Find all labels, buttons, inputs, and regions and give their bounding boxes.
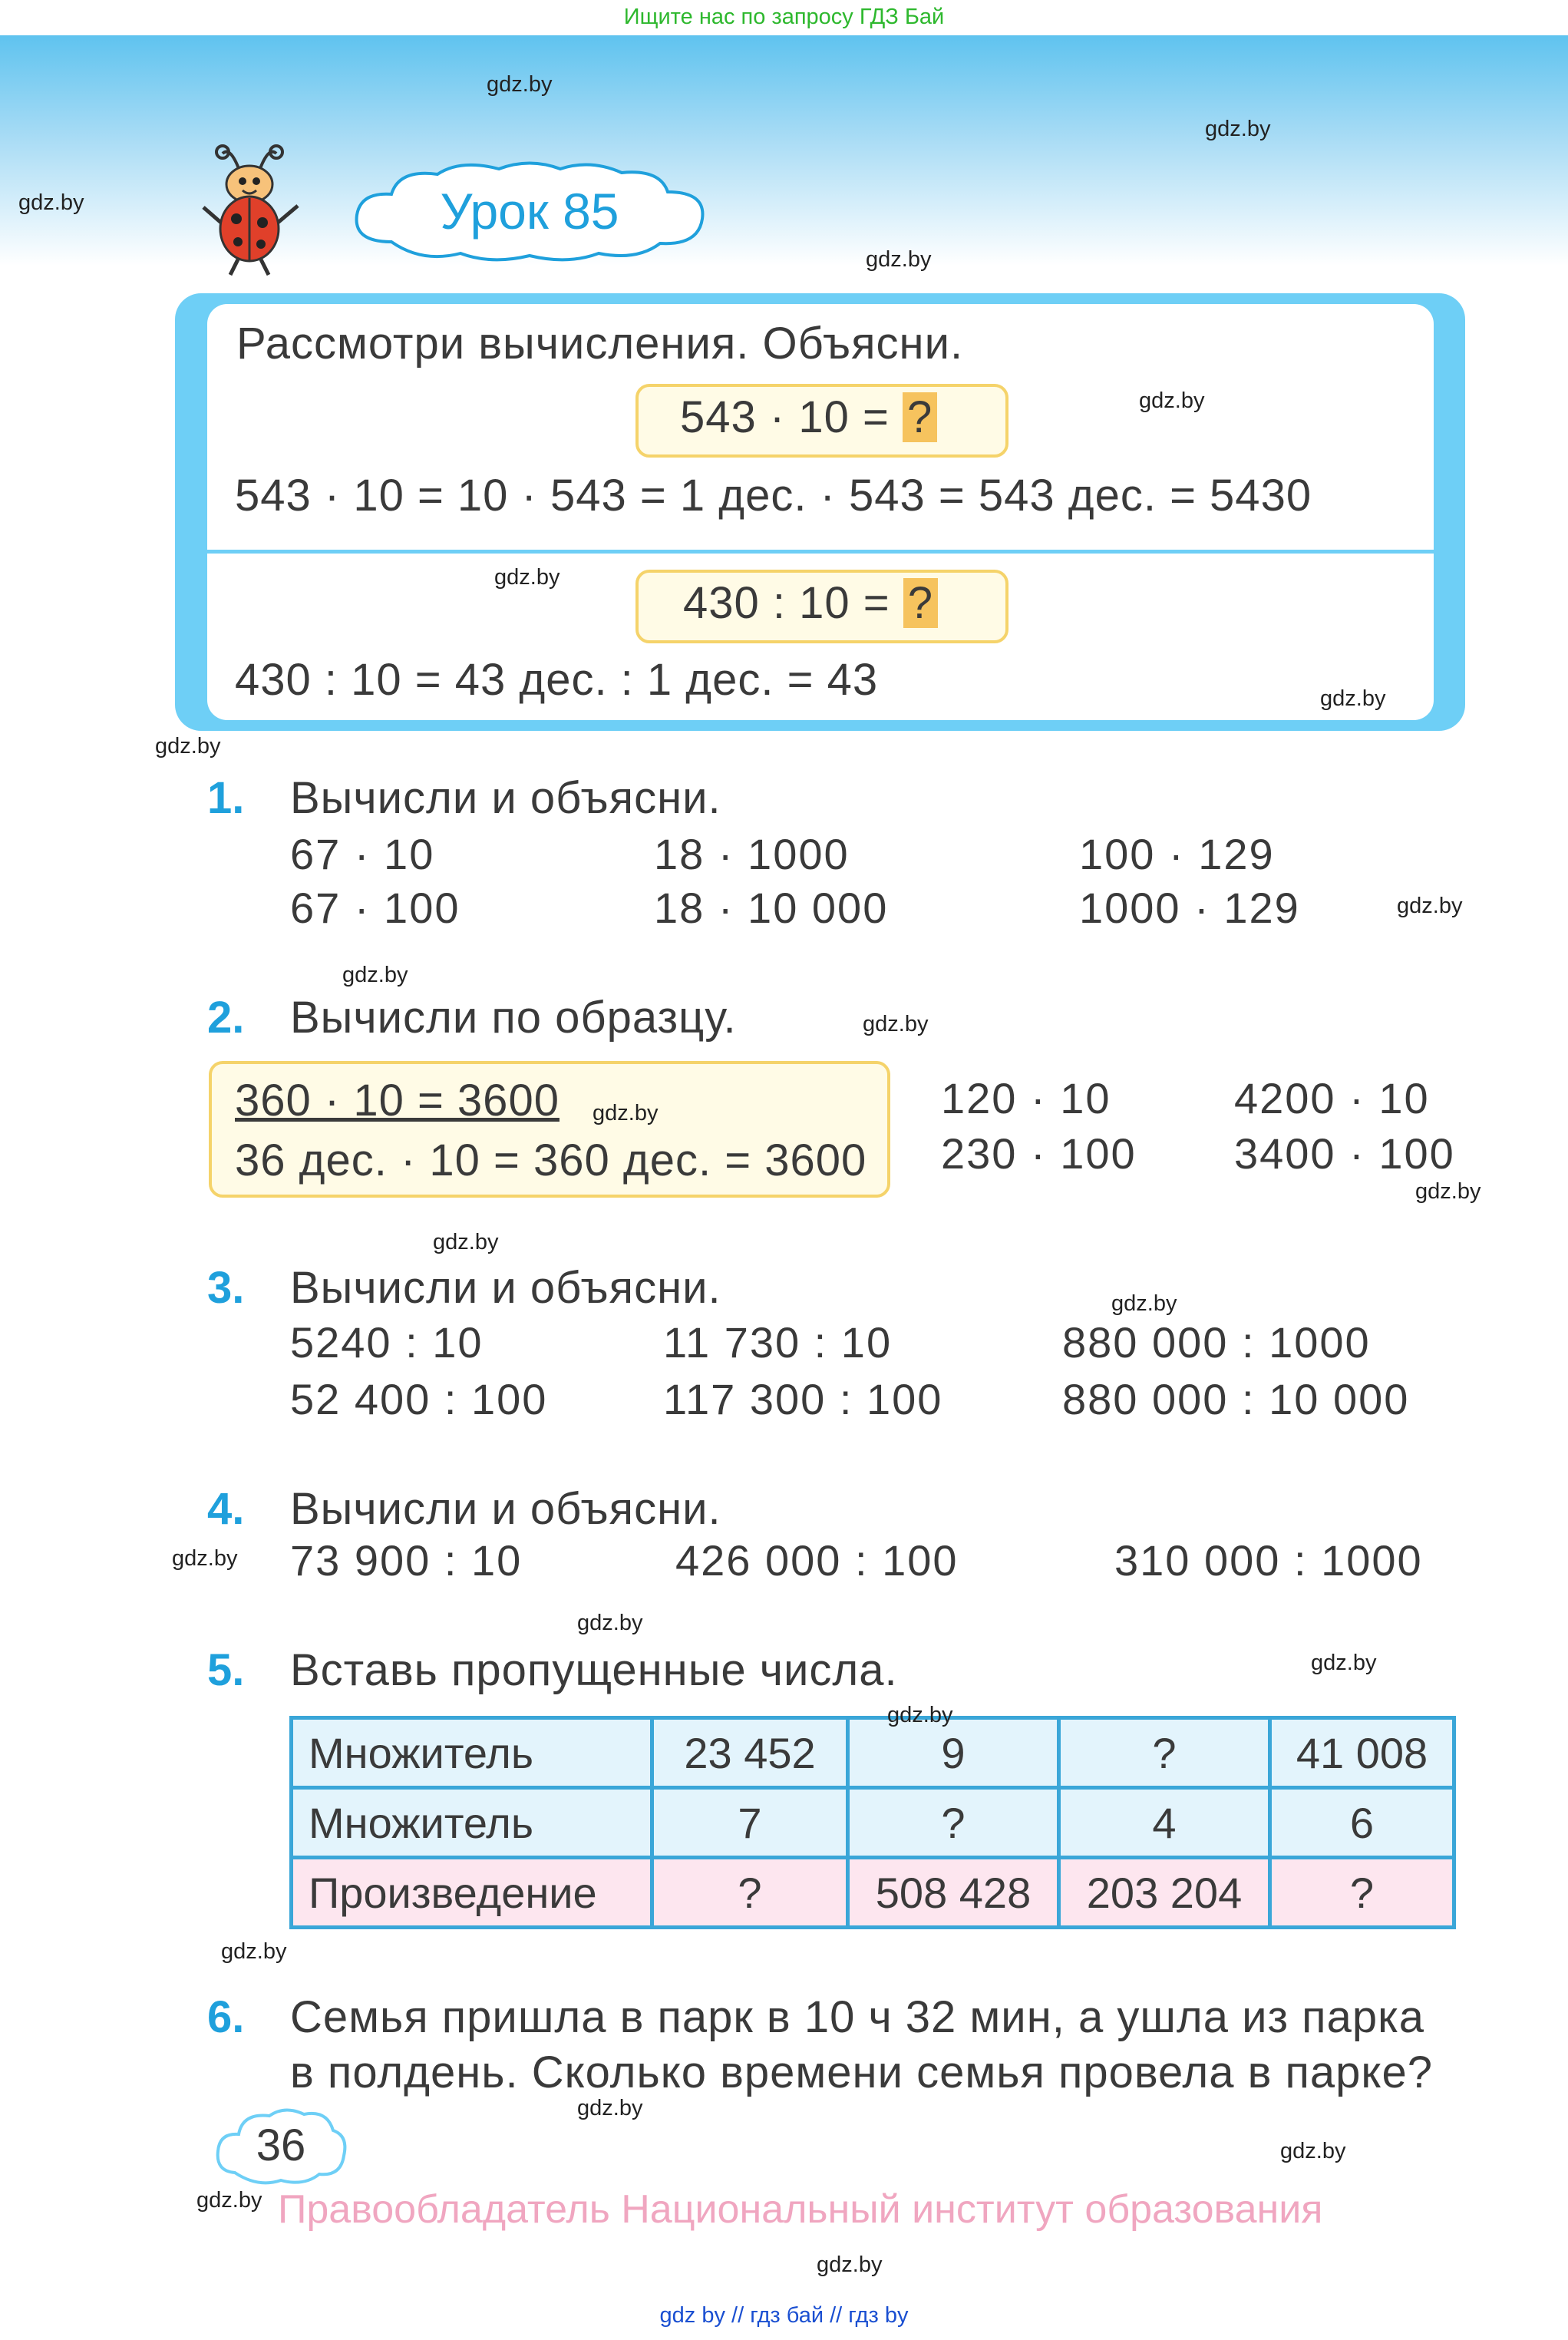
task-text: Вставь пропущенные числа. — [290, 1645, 898, 1695]
rule-example-2: 430 : 10 = ? — [683, 577, 938, 629]
watermark: gdz.by — [433, 1230, 499, 1254]
task-item: 100 · 129 — [1079, 830, 1275, 878]
watermark: gdz.by — [1311, 1651, 1377, 1675]
task-text: Вычисли и объясни. — [290, 773, 721, 823]
top-banner: Ищите нас по запросу ГДЗ Бай — [0, 0, 1568, 35]
watermark: gdz.by — [817, 2252, 883, 2277]
task-item: 426 000 : 100 — [675, 1536, 959, 1585]
table-cell: ? — [652, 1858, 848, 1928]
table-cell: 4 — [1059, 1788, 1270, 1858]
table-cell: Множитель — [292, 1718, 652, 1788]
task-item: 52 400 : 100 — [290, 1375, 548, 1423]
rule-example-1: 543 · 10 = ? — [680, 392, 937, 443]
task-item: 3400 · 100 — [1234, 1129, 1455, 1178]
lesson-title: Урок 85 — [440, 183, 619, 240]
task-item: 67 · 100 — [290, 884, 460, 932]
sample-line-2: 36 дес. · 10 = 360 дес. = 3600 — [235, 1135, 867, 1185]
table-cell: ? — [1059, 1718, 1270, 1788]
task-item: 67 · 10 — [290, 830, 435, 878]
table-cell: 23 452 — [652, 1718, 848, 1788]
question-mark: ? — [903, 392, 937, 442]
watermark: gdz.by — [1397, 894, 1463, 918]
table-row — [292, 1858, 1454, 1928]
rule-example-2-solution: 430 : 10 = 43 дес. : 1 дес. = 43 — [235, 655, 879, 705]
rule-example-1-solution: 543 · 10 = 10 · 543 = 1 дес. · 543 = 543 дес. = 5430 — [235, 471, 1312, 521]
sample-line-1: 360 · 10 = 3600 — [235, 1076, 560, 1125]
ladybug-icon — [192, 138, 307, 276]
footer-links: gdz by // гдз бай // гдз by — [659, 2303, 909, 2328]
task-text: Вычисли и объясни. — [290, 1263, 721, 1313]
watermark: gdz.by — [1280, 2139, 1346, 2163]
table-cell: 41 008 — [1270, 1718, 1454, 1788]
watermark: gdz.by — [1111, 1291, 1177, 1316]
rule-heading: Рассмотри вычисления. Объясни. — [236, 319, 964, 369]
question-mark: ? — [903, 578, 938, 628]
task-item: 11 730 : 10 — [663, 1318, 893, 1367]
table-cell: ? — [1270, 1858, 1454, 1928]
task-item: 310 000 : 1000 — [1114, 1536, 1423, 1585]
watermark: gdz.by — [577, 2096, 643, 2120]
table-row — [292, 1788, 1454, 1858]
task-number: 4. — [207, 1484, 245, 1534]
table-cell: ? — [848, 1788, 1059, 1858]
table-cell: 6 — [1270, 1788, 1454, 1858]
task-number: 1. — [207, 773, 245, 823]
watermark: gdz.by — [593, 1101, 659, 1125]
table-cell: Произведение — [292, 1858, 652, 1928]
task-number: 2. — [207, 993, 245, 1043]
watermark: gdz.by — [577, 1611, 643, 1635]
task-number: 3. — [207, 1263, 245, 1313]
task-text: Вычисли и объясни. — [290, 1484, 721, 1534]
task-item: 880 000 : 1000 — [1062, 1318, 1371, 1367]
watermark: gdz.by — [342, 963, 408, 987]
task-text: в полдень. Сколько времени семья провела в парке? — [290, 2048, 1433, 2097]
copyright-notice: Правообладатель Национальный институт образования — [278, 2187, 1323, 2232]
watermark: gdz.by — [172, 1546, 238, 1571]
task-item: 18 · 10 000 — [654, 884, 889, 932]
task-item: 880 000 : 10 000 — [1062, 1375, 1410, 1423]
watermark: gdz.by — [1320, 686, 1386, 711]
task-item: 230 · 100 — [941, 1129, 1137, 1178]
watermark: gdz.by — [866, 247, 932, 272]
task-number: 6. — [207, 1992, 245, 2042]
task-item: 120 · 10 — [941, 1074, 1111, 1122]
task-item: 117 300 : 100 — [663, 1375, 943, 1423]
watermark: gdz.by — [494, 565, 560, 590]
watermark: gdz.by — [863, 1012, 929, 1036]
table-row — [292, 1718, 1454, 1788]
rule-box-divider — [207, 550, 1434, 554]
table-cell: 203 204 — [1059, 1858, 1270, 1928]
task-item: 73 900 : 10 — [290, 1536, 523, 1585]
table-cell: 7 — [652, 1788, 848, 1858]
watermark: gdz.by — [887, 1703, 953, 1727]
watermark: gdz.by — [221, 1939, 287, 1964]
watermark: gdz.by — [1205, 117, 1271, 141]
task-text: Вычисли по образцу. — [290, 993, 737, 1043]
task-text: Семья пришла в парк в 10 ч 32 мин, а ушла из парка — [290, 1992, 1424, 2042]
watermark: gdz.by — [487, 72, 553, 97]
table-cell: 508 428 — [848, 1858, 1059, 1928]
task-number: 5. — [207, 1645, 245, 1695]
watermark: gdz.by — [1415, 1179, 1481, 1204]
watermark: gdz.by — [18, 190, 84, 215]
watermark: gdz.by — [196, 2188, 262, 2213]
task-item: 1000 · 129 — [1079, 884, 1300, 932]
multiplication-table — [289, 1716, 1456, 1929]
page-number: 36 — [256, 2120, 306, 2170]
watermark: gdz.by — [1139, 388, 1205, 413]
task-item: 4200 · 10 — [1234, 1074, 1430, 1122]
table-cell: 9 — [848, 1718, 1059, 1788]
watermark: gdz.by — [155, 734, 221, 759]
table-cell: Множитель — [292, 1788, 652, 1858]
task-item: 5240 : 10 — [290, 1318, 484, 1367]
task-item: 18 · 1000 — [654, 830, 850, 878]
